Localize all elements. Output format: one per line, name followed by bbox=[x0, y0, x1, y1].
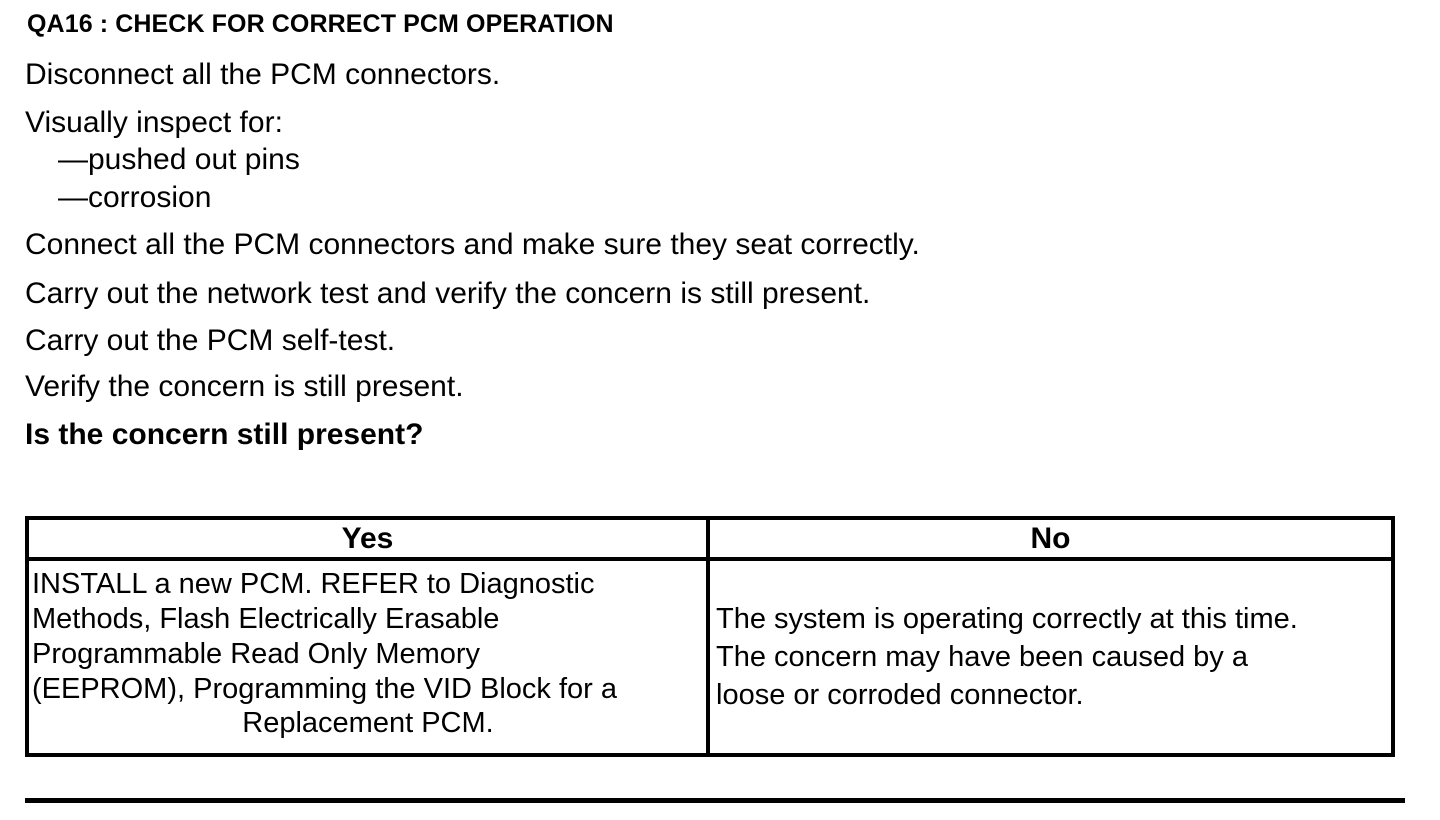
yes-line: INSTALL a new PCM. REFER to Diagnostic bbox=[32, 568, 595, 600]
yes-action-cell bbox=[27, 559, 708, 755]
no-line: The concern may have been caused by a bbox=[716, 641, 1248, 673]
yes-line: Programmable Read Only Memory bbox=[32, 638, 481, 670]
step-self-test: Carry out the PCM self-test. bbox=[25, 324, 396, 357]
question: Is the concern still present? bbox=[25, 418, 424, 451]
decision-table bbox=[25, 516, 1395, 757]
procedure-heading: QA16 : CHECK FOR CORRECT PCM OPERATION bbox=[27, 10, 614, 38]
no-line: The system is operating correctly at this time. bbox=[716, 603, 1298, 635]
no-line: loose or corroded connector. bbox=[716, 679, 1084, 711]
header-yes: Yes bbox=[27, 518, 708, 559]
yes-line: (EEPROM), Programming the VID Block for a bbox=[32, 673, 617, 705]
inspect-item-corrosion: —corrosion bbox=[58, 181, 212, 214]
bottom-divider bbox=[25, 798, 1405, 803]
table-header-row bbox=[27, 518, 1393, 559]
step-connect: Connect all the PCM connectors and make sure they seat correctly. bbox=[25, 228, 920, 261]
step-visual-inspect: Visually inspect for: bbox=[25, 106, 283, 139]
yes-line: Replacement PCM. bbox=[242, 707, 494, 739]
step-verify: Verify the concern is still present. bbox=[25, 370, 464, 403]
inspect-item-pushed-out-pins: —pushed out pins bbox=[58, 143, 300, 176]
header-no: No bbox=[708, 518, 1393, 559]
yes-line: Methods, Flash Electrically Erasable bbox=[32, 603, 500, 635]
table-row bbox=[27, 559, 1393, 755]
step-disconnect: Disconnect all the PCM connectors. bbox=[25, 58, 501, 91]
step-network-test: Carry out the network test and verify the concern is still present. bbox=[25, 277, 871, 310]
no-action-cell bbox=[708, 559, 1393, 755]
